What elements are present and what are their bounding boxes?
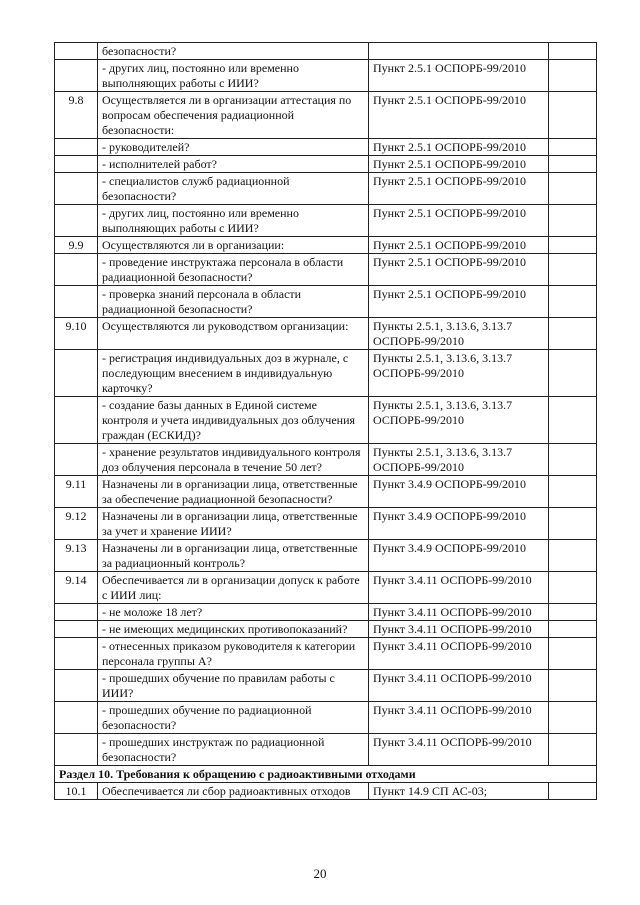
reference-text: Пункт 2.5.1 ОСПОРБ-99/2010: [369, 60, 549, 92]
mark-cell[interactable]: [549, 350, 597, 397]
item-number: [55, 139, 98, 156]
section-row: [55, 766, 597, 783]
question-text: Осуществляются ли в организации:: [98, 237, 369, 254]
mark-cell[interactable]: [549, 156, 597, 173]
table-row: [55, 444, 597, 476]
reference-text: Пункт 3.4.11 ОСПОРБ-99/2010: [369, 604, 549, 621]
reference-text: Пункт 3.4.9 ОСПОРБ-99/2010: [369, 540, 549, 572]
item-number: [55, 638, 98, 670]
reference-text: Пункт 3.4.11 ОСПОРБ-99/2010: [369, 572, 549, 604]
table-row: [55, 702, 597, 734]
item-number: [55, 286, 98, 318]
item-number: [55, 670, 98, 702]
item-number: [55, 702, 98, 734]
table-row: [55, 621, 597, 638]
mark-cell[interactable]: [549, 444, 597, 476]
table-row: [55, 508, 597, 540]
reference-text: Пункт 3.4.11 ОСПОРБ-99/2010: [369, 670, 549, 702]
reference-text: Пункт 2.5.1 ОСПОРБ-99/2010: [369, 237, 549, 254]
reference-text: Пункт 3.4.11 ОСПОРБ-99/2010: [369, 638, 549, 670]
question-text: - проверка знаний персонала в области радиационной безопасности?: [98, 286, 369, 318]
table-row: [55, 43, 597, 60]
item-number: [55, 604, 98, 621]
item-number: 9.13: [55, 540, 98, 572]
checklist-body: [55, 43, 597, 766]
item-number: 10.1: [55, 783, 98, 800]
item-number: 9.9: [55, 237, 98, 254]
reference-text: Пункты 2.5.1, 3.13.6, 3.13.7 ОСПОРБ-99/2010: [369, 444, 549, 476]
question-text: Назначены ли в организации лица, ответственные за радиационный контроль?: [98, 540, 369, 572]
question-text: Осуществляются ли руководством организации:: [98, 318, 369, 350]
item-number: [55, 621, 98, 638]
mark-cell[interactable]: [549, 139, 597, 156]
item-number: [55, 734, 98, 766]
reference-text: Пункт 3.4.11 ОСПОРБ-99/2010: [369, 621, 549, 638]
table-row: [55, 350, 597, 397]
mark-cell[interactable]: [549, 540, 597, 572]
mark-cell[interactable]: [549, 254, 597, 286]
question-text: Назначены ли в организации лица, ответственные за обеспечение радиационной безопасности?: [98, 476, 369, 508]
question-text: безопасности?: [98, 43, 369, 60]
table-row: [55, 286, 597, 318]
table-row: [55, 139, 597, 156]
table-row: [55, 540, 597, 572]
reference-text: Пункт 3.4.9 ОСПОРБ-99/2010: [369, 476, 549, 508]
item-number: 9.14: [55, 572, 98, 604]
reference-text: Пункт 2.5.1 ОСПОРБ-99/2010: [369, 92, 549, 139]
item-number: [55, 444, 98, 476]
item-number: 9.11: [55, 476, 98, 508]
question-text: Обеспечивается ли сбор радиоактивных отходов: [98, 783, 369, 800]
mark-cell[interactable]: [549, 173, 597, 205]
mark-cell[interactable]: [549, 60, 597, 92]
mark-cell[interactable]: [549, 734, 597, 766]
mark-cell[interactable]: [549, 205, 597, 237]
mark-cell[interactable]: [549, 783, 597, 800]
item-number: [55, 254, 98, 286]
reference-text: Пункт 2.5.1 ОСПОРБ-99/2010: [369, 173, 549, 205]
table-row: [55, 254, 597, 286]
mark-cell[interactable]: [549, 286, 597, 318]
reference-text: Пункт 2.5.1 ОСПОРБ-99/2010: [369, 254, 549, 286]
question-text: - не имеющих медицинских противопоказаний?: [98, 621, 369, 638]
table-row: [55, 734, 597, 766]
item-number: [55, 43, 98, 60]
table-row: [55, 604, 597, 621]
reference-text: [369, 43, 549, 60]
mark-cell[interactable]: [549, 670, 597, 702]
section-10: [55, 766, 597, 800]
reference-text: Пункт 2.5.1 ОСПОРБ-99/2010: [369, 139, 549, 156]
table-row: [55, 783, 597, 800]
question-text: - прошедших обучение по правилам работы с ИИИ?: [98, 670, 369, 702]
question-text: Назначены ли в организации лица, ответственные за учет и хранение ИИИ?: [98, 508, 369, 540]
item-number: [55, 173, 98, 205]
reference-text: Пункты 2.5.1, 3.13.6, 3.13.7 ОСПОРБ-99/2010: [369, 350, 549, 397]
item-number: [55, 205, 98, 237]
question-text: - создание базы данных в Единой системе контроля и учета индивидуальных доз облучения граждан (ЕСКИД)?: [98, 397, 369, 444]
question-text: - регистрация индивидуальных доз в журнале, с последующим внесением в индивидуальную карточку?: [98, 350, 369, 397]
question-text: - других лиц, постоянно или временно выполняющих работы с ИИИ?: [98, 205, 369, 237]
item-number: [55, 397, 98, 444]
reference-text: Пункт 3.4.11 ОСПОРБ-99/2010: [369, 734, 549, 766]
mark-cell[interactable]: [549, 572, 597, 604]
table-row: [55, 318, 597, 350]
table-row: [55, 60, 597, 92]
table-row: [55, 205, 597, 237]
reference-text: Пункт 3.4.11 ОСПОРБ-99/2010: [369, 702, 549, 734]
mark-cell[interactable]: [549, 638, 597, 670]
table-row: [55, 476, 597, 508]
question-text: - прошедших инструктаж по радиационной безопасности?: [98, 734, 369, 766]
question-text: - не моложе 18 лет?: [98, 604, 369, 621]
item-number: 9.10: [55, 318, 98, 350]
mark-cell[interactable]: [549, 604, 597, 621]
table-row: [55, 237, 597, 254]
table-row: [55, 397, 597, 444]
item-number: [55, 350, 98, 397]
table-row: [55, 670, 597, 702]
mark-cell[interactable]: [549, 92, 597, 139]
reference-text: Пункт 2.5.1 ОСПОРБ-99/2010: [369, 205, 549, 237]
item-number: [55, 60, 98, 92]
mark-cell[interactable]: [549, 43, 597, 60]
table-row: [55, 572, 597, 604]
question-text: - хранение результатов индивидуального контроля доз облучения персонала в течение 50 лет?: [98, 444, 369, 476]
mark-cell[interactable]: [549, 702, 597, 734]
table-row: [55, 156, 597, 173]
mark-cell[interactable]: [549, 237, 597, 254]
mark-cell[interactable]: [549, 508, 597, 540]
table-row: [55, 92, 597, 139]
question-text: Осуществляется ли в организации аттестация по вопросам обеспечения радиационной безопасности:: [98, 92, 369, 139]
mark-cell[interactable]: [549, 318, 597, 350]
table-row: [55, 638, 597, 670]
mark-cell[interactable]: [549, 476, 597, 508]
reference-text: Пункт 14.9 СП АС-03;: [369, 783, 549, 800]
question-text: - специалистов служб радиационной безопасности?: [98, 173, 369, 205]
reference-text: Пункт 3.4.9 ОСПОРБ-99/2010: [369, 508, 549, 540]
question-text: - руководителей?: [98, 139, 369, 156]
reference-text: Пункты 2.5.1, 3.13.6, 3.13.7 ОСПОРБ-99/2010: [369, 397, 549, 444]
page-number: 20: [313, 866, 327, 881]
reference-text: Пункт 2.5.1 ОСПОРБ-99/2010: [369, 286, 549, 318]
item-number: 9.8: [55, 92, 98, 139]
mark-cell[interactable]: [549, 397, 597, 444]
question-text: - прошедших обучение по радиационной безопасности?: [98, 702, 369, 734]
question-text: - проведение инструктажа персонала в области радиационной безопасности?: [98, 254, 369, 286]
question-text: - других лиц, постоянно или временно выполняющих работы с ИИИ?: [98, 60, 369, 92]
mark-cell[interactable]: [549, 621, 597, 638]
table-row: [55, 173, 597, 205]
reference-text: Пункт 2.5.1 ОСПОРБ-99/2010: [369, 156, 549, 173]
section-title: Раздел 10. Требования к обращению с радиоактивными отходами: [55, 766, 597, 783]
reference-text: Пункты 2.5.1, 3.13.6, 3.13.7 ОСПОРБ-99/2010: [369, 318, 549, 350]
question-text: Обеспечивается ли в организации допуск к работе с ИИИ лиц:: [98, 572, 369, 604]
item-number: [55, 156, 98, 173]
question-text: - отнесенных приказом руководителя к категории персонала группы А?: [98, 638, 369, 670]
question-text: - исполнителей работ?: [98, 156, 369, 173]
item-number: 9.12: [55, 508, 98, 540]
checklist-table: [54, 42, 597, 800]
